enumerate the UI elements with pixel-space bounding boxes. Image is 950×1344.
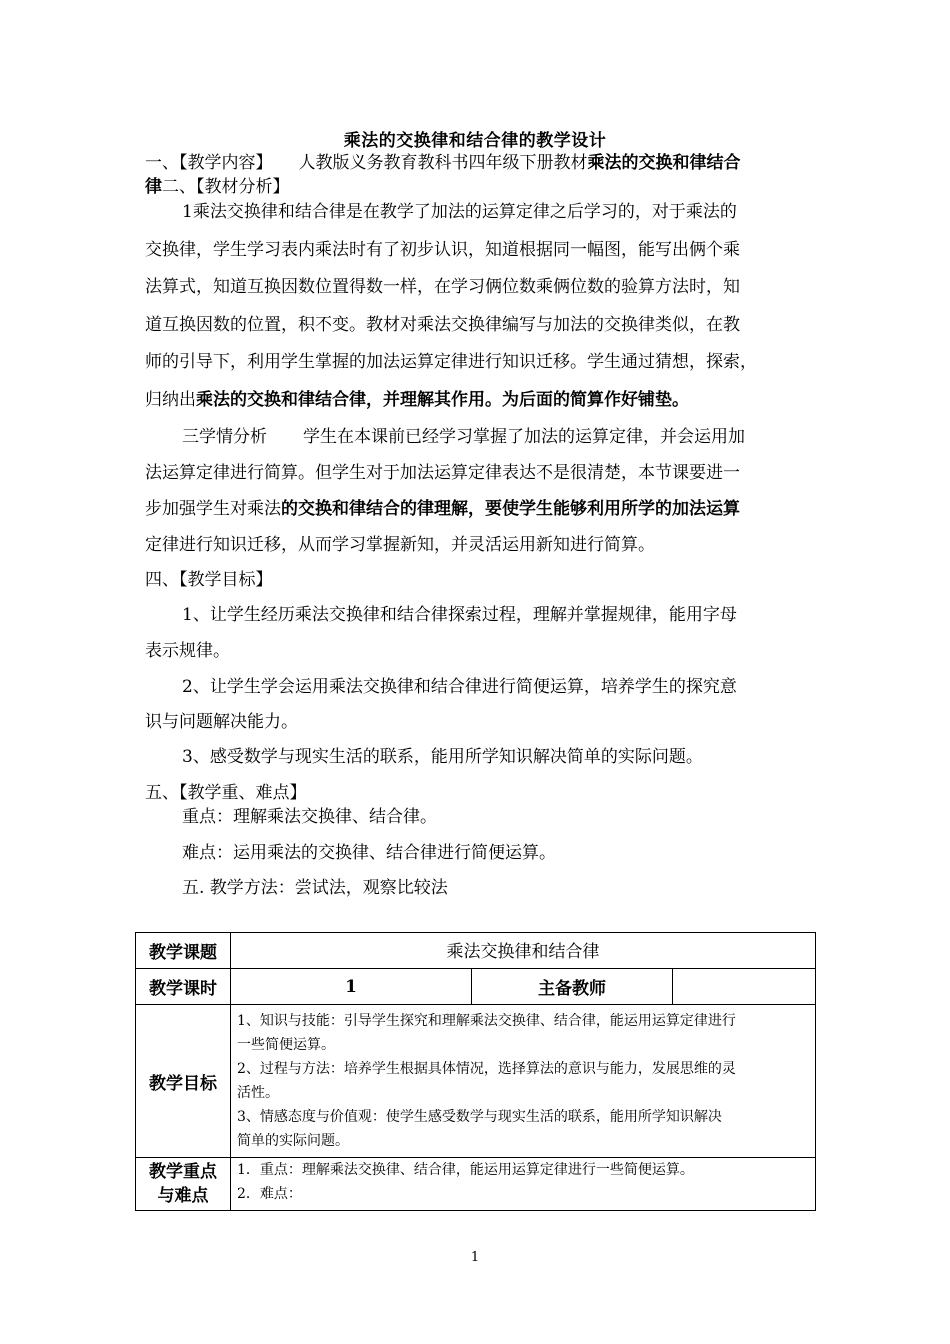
lead-teacher-value: [673, 969, 816, 1005]
key-difficult-header-line-2: 与难点: [157, 1186, 209, 1206]
difficult-point: 难点：运用乘法的交换律、结合律进行简便运算。: [182, 843, 556, 863]
key-difficult-header-line-1: 教学重点: [149, 1162, 217, 1182]
key-difficult-content: [231, 1158, 816, 1211]
section-3-line-1: [182, 426, 745, 448]
lead-teacher-header: 主备教师: [472, 969, 673, 1005]
table-row: [136, 969, 816, 1005]
analysis-line-4: 道互换因数的位置，积不变。教材对乘法交换律编写与加法的交换律类似，在教: [145, 315, 740, 335]
analysis-line-6-text: 归纳出: [145, 390, 196, 410]
objective-line: 1、知识与技能：引导学生探究和理解乘法交换律、结合律，能运用运算定律进行: [237, 1013, 736, 1029]
goal-2-line-2: 识与问题解决能力。: [145, 712, 298, 732]
objective-line: 一些简便运算。: [237, 1037, 335, 1053]
section-3-line-4: 定律进行知识迁移，从而学习掌握新知，并灵活运用新知进行简算。: [145, 535, 655, 555]
objectives-header: 教学目标: [136, 1005, 231, 1158]
periods-header: 教学课时: [136, 969, 231, 1005]
section-3-line-2: 法运算定律进行简算。但学生对于加法运算定律表达不是很清楚，本节课要进一: [145, 463, 740, 483]
key-difficult-header: [136, 1158, 231, 1211]
section-4-label: 四、【教学目标】: [145, 570, 273, 590]
goal-3-line: 3、感受数学与现实生活的联系，能用所学知识解决简单的实际问题。: [182, 747, 703, 767]
section-3-text-3: 步加强学生对乘法: [145, 499, 281, 519]
analysis-line-6: [145, 389, 689, 411]
objectives-content: [231, 1005, 816, 1158]
objective-line: 简单的实际问题。: [237, 1133, 349, 1149]
analysis-line-6-bold: 乘法的交换和律结合律，并理解其作用。为后面的简算作好铺垫。: [196, 390, 689, 410]
section-5-label: 五、【教学重、难点】: [145, 783, 307, 803]
teaching-method: 五. 教学方法：尝试法，观察比较法: [182, 878, 448, 898]
section-3-bold-3: 的交换和律结合的律理解，要使学生能够利用所学的加法运算: [281, 499, 740, 519]
key-point: 重点：理解乘法交换律、结合律。: [182, 807, 437, 827]
lesson-info-table: [135, 932, 816, 1211]
analysis-line-3: 法算式，知道互换因数位置得数一样，在学习俩位数乘俩位数的验算方法时，知: [145, 277, 740, 297]
section-1-label: 一、【教学内容】: [145, 153, 273, 173]
section-3-label: 三学情分析: [182, 427, 267, 447]
table-row: [136, 1158, 816, 1211]
section-3-text-1: 学生在本课前已经学习掌握了加法的运算定律，并会运用加: [303, 427, 745, 447]
objective-line: 2、过程与方法：培养学生根据具体情况，选择算法的意识与能力，发展思维的灵: [237, 1061, 736, 1077]
section-2-heading-line: [145, 176, 290, 198]
topic-header: 教学课题: [136, 933, 231, 969]
objective-line: 活性。: [237, 1085, 279, 1101]
section-1-line: [145, 152, 741, 174]
document-title: 乘法的交换律和结合律的教学设计: [343, 131, 607, 151]
table-row: [136, 933, 816, 969]
goal-2-line-1: 2、让学生学会运用乘法交换律和结合律进行简便运算，培养学生的探究意: [182, 677, 737, 697]
analysis-line-1: 1乘法交换律和结合律是在教学了加法的运算定律之后学习的，对于乘法的: [182, 202, 737, 222]
goal-1-line-1: 1、让学生经历乘法交换律和结合律探索过程，理解并掌握规律，能用字母: [182, 605, 737, 625]
section-1-topic: 乘法的交换和律结合: [587, 153, 741, 173]
section-3-line-3: [145, 498, 740, 520]
key-difficult-line: 1．重点：理解乘法交换律、结合律，能运用运算定律进行一些简便运算。: [237, 1162, 694, 1178]
key-difficult-line: 2．难点：: [237, 1186, 302, 1202]
section-1-topic-end: 律: [145, 177, 162, 197]
periods-value: 1: [231, 969, 472, 1005]
goal-1-line-2: 表示规律。: [145, 641, 230, 661]
page-number: 1: [470, 1250, 480, 1265]
section-2-label: 二、【教材分析】: [162, 177, 290, 197]
analysis-line-2: 交换律，学生学习表内乘法时有了初步认识，知道根据同一幅图，能写出俩个乘: [145, 240, 740, 260]
section-1-text: 人教版义务教育教科书四年级下册教材: [298, 153, 588, 173]
topic-value: 乘法交换律和结合律: [231, 933, 816, 969]
analysis-line-5: 师的引导下，利用学生掌握的加法运算定律进行知识迁移。学生通过猜想，探索，: [145, 352, 757, 372]
table-row: [136, 1005, 816, 1158]
objective-line: 3、情感态度与价值观：使学生感受数学与现实生活的联系，能用所学知识解决: [237, 1109, 722, 1125]
